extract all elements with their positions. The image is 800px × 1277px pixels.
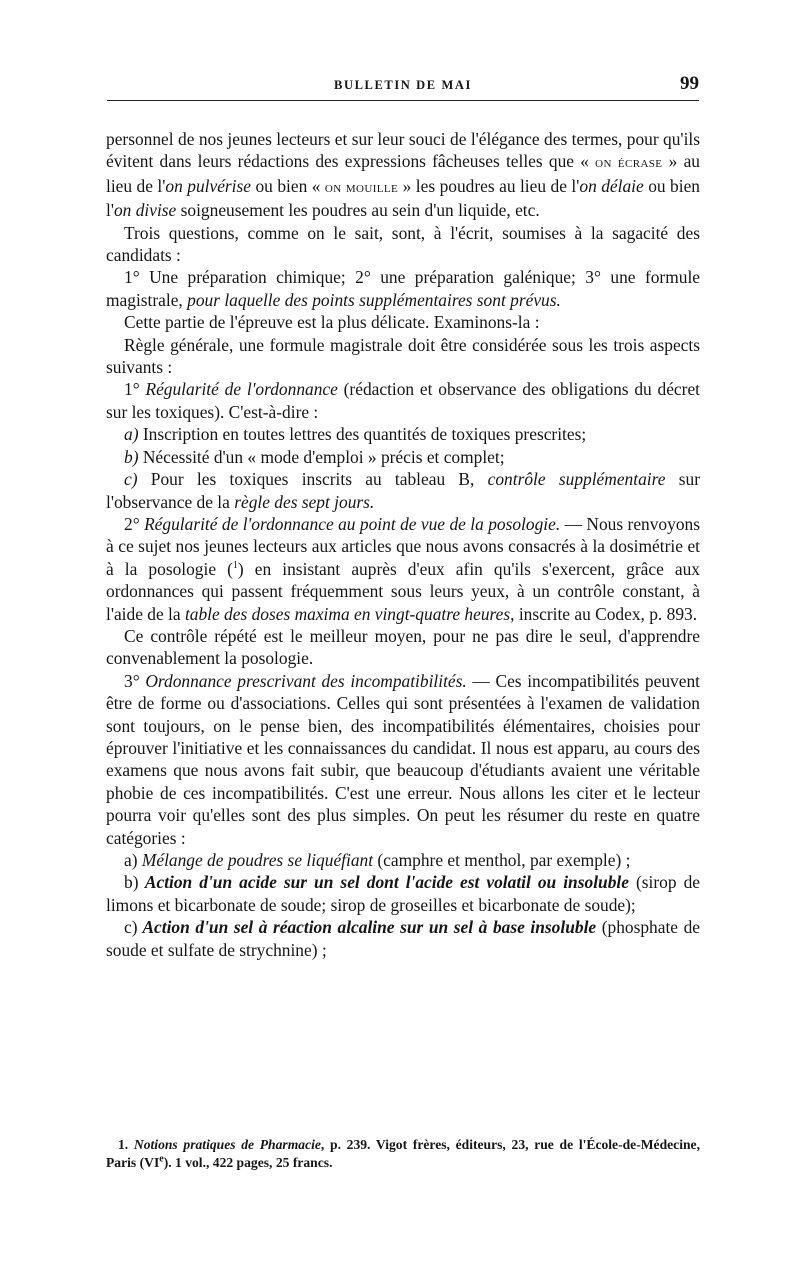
italic-run: Régularité de l'ordonnance au point de vue de la posologie. — [144, 513, 561, 534]
text-run: 2° — [124, 513, 145, 534]
text-run: Nécessité d'un « mode d'emploi » précis et complet; — [138, 446, 505, 467]
category-b — [106, 871, 700, 916]
list-item-a — [106, 423, 700, 445]
paragraph-1 — [106, 128, 700, 222]
item-label: a) — [124, 850, 138, 870]
list-item-b — [106, 446, 700, 468]
text-run: (phosphate de soude et sulfate de strychnine) ; — [106, 917, 700, 960]
paragraph-4: Cette partie de l'épreuve est la plus délicate. Examinons-la : — [124, 312, 540, 333]
text-run: 1° — [124, 379, 146, 400]
running-title: BULLETIN DE MAI — [334, 78, 472, 92]
text-run: — Ces incompatibilités peuvent être de forme ou d'associations. Celles qui sont présentées à l'examen de validation sont toujours, on le pense bien, des incompatibilités élémentaires, choisies pour éprouver l'initiative et les connaissances du candidat. Il nous est apparu, au cours des examens que nous avons fait subir, que beaucoup d'étudiants avaient une véritable phobie de ces incompatibilités. C'est une erreur. Nous allons les citer et le lecteur pourra voir qu'elles sont des plus simples. On peut les résumer du reste en quatre catégories : — [106, 670, 700, 848]
text-run: (sirop de limons et bicarbonate de soude; sirop de groseilles et bicarbonate de soude); — [106, 872, 700, 915]
italic-run: Action d'un sel à réaction alcaline sur un sel à base insoluble — [137, 917, 597, 938]
text-run: Inscription en toutes lettres des quantités de toxiques prescrites; — [138, 424, 587, 445]
italic-run: Ordonnance prescrivant des incompatibilités. — [145, 670, 467, 691]
italic-run: pour laquelle des points supplémentaires sont prévus. — [187, 289, 561, 310]
text-run: , inscrite au Codex, p. 893. — [510, 603, 698, 624]
item-label: b) — [124, 872, 139, 893]
text-run: (rédaction et observance des obligations du décret sur les toxiques). C'est-à-dire : — [106, 379, 700, 422]
text-run: sur l'observance de la — [106, 469, 700, 512]
small-caps-run: on écrase — [595, 155, 663, 172]
text-run: ou bien l' — [106, 175, 700, 221]
italic-run: Action d'un acide sur un sel dont l'acide est volatil ou insoluble — [138, 872, 629, 893]
page-number: 99 — [680, 73, 699, 94]
category-c — [106, 916, 700, 961]
text-run: » les poudres au lieu de l' — [398, 175, 580, 196]
text-run: Pour les toxiques inscrits au tableau B, — [137, 469, 488, 490]
body-text — [106, 128, 700, 961]
page-header — [107, 73, 699, 101]
text-run: 1° Une préparation chimique; 2° une préparation galénique; 3° une formule magistrale, — [106, 267, 700, 310]
paragraph-5: Règle générale, une formule magistrale doit être considérée sous les trois aspects suivants : — [106, 334, 700, 378]
text-run: » au lieu de l' — [106, 151, 700, 196]
item-label: c) — [124, 469, 138, 490]
italic-run: Mélange de poudres se liquéfiant — [137, 850, 374, 870]
italic-run: règle des sept jours. — [234, 491, 375, 512]
footnote-superscript: e — [159, 1153, 164, 1165]
footnote-number: 1. — [118, 1137, 129, 1152]
paragraph-2: Trois questions, comme on le sait, sont, à l'écrit, soumises à la sagacité des candidats : — [106, 222, 700, 266]
italic-run: contrôle supplémentaire — [487, 469, 666, 490]
text-run: ) en insistant auprès d'eux afin qu'ils s'exercent, grâce aux ordonnances qui passent fréquemment sous leurs yeux, à un contrôle constant, à l'aide de la — [106, 558, 700, 624]
category-a — [106, 849, 700, 871]
item-label: c) — [124, 917, 138, 938]
paragraph-7 — [106, 513, 700, 625]
italic-run: on divise — [113, 200, 177, 221]
footnote-ref: 1 — [232, 559, 238, 571]
item-label: b) — [124, 446, 139, 467]
paragraph-6 — [106, 378, 700, 423]
text-run: ou bien « — [251, 175, 325, 196]
list-item-c — [106, 468, 700, 513]
text-run: — Nous renvoyons à ce sujet nos jeunes lecteurs aux articles que nous avons consacrés à la dosimétrie et à la posologie ( — [106, 513, 700, 579]
paragraph-8: Ce contrôle répété est le meilleur moyen, pour ne pas dire le seul, d'apprendre convenablement la posologie. — [106, 625, 700, 669]
footnote-text: , p. 239. Vigot frères, éditeurs, 23, rue de l'École-de-Médecine, Paris (VI — [106, 1137, 700, 1170]
text-run: soigneusement les poudres au sein d'un liquide, etc. — [176, 200, 540, 221]
paragraph-3 — [106, 266, 700, 311]
italic-run: on pulvérise — [165, 175, 251, 196]
text-run: 3° — [124, 670, 146, 691]
text-run: personnel de nos jeunes lecteurs et sur leur souci de l'élégance des termes, pour qu'ils évitent dans leurs rédactions des expressions fâcheuses telles que « — [106, 129, 700, 172]
small-caps-run: on mouille — [324, 179, 399, 196]
footnote-text: ). 1 vol., 422 pages, 25 francs. — [163, 1155, 333, 1170]
text-run: (camphre et menthol, par exemple) ; — [373, 850, 631, 870]
item-label: a) — [124, 424, 139, 445]
paragraph-9 — [106, 670, 700, 849]
italic-run: table des doses maxima en vingt-quatre heures — [184, 603, 511, 624]
italic-run: Régularité de l'ordonnance — [145, 379, 338, 400]
footnote — [106, 1136, 700, 1172]
italic-run: on délaie — [579, 175, 644, 196]
footnote-book-title: Notions pratiques de Pharmacie — [133, 1137, 321, 1152]
